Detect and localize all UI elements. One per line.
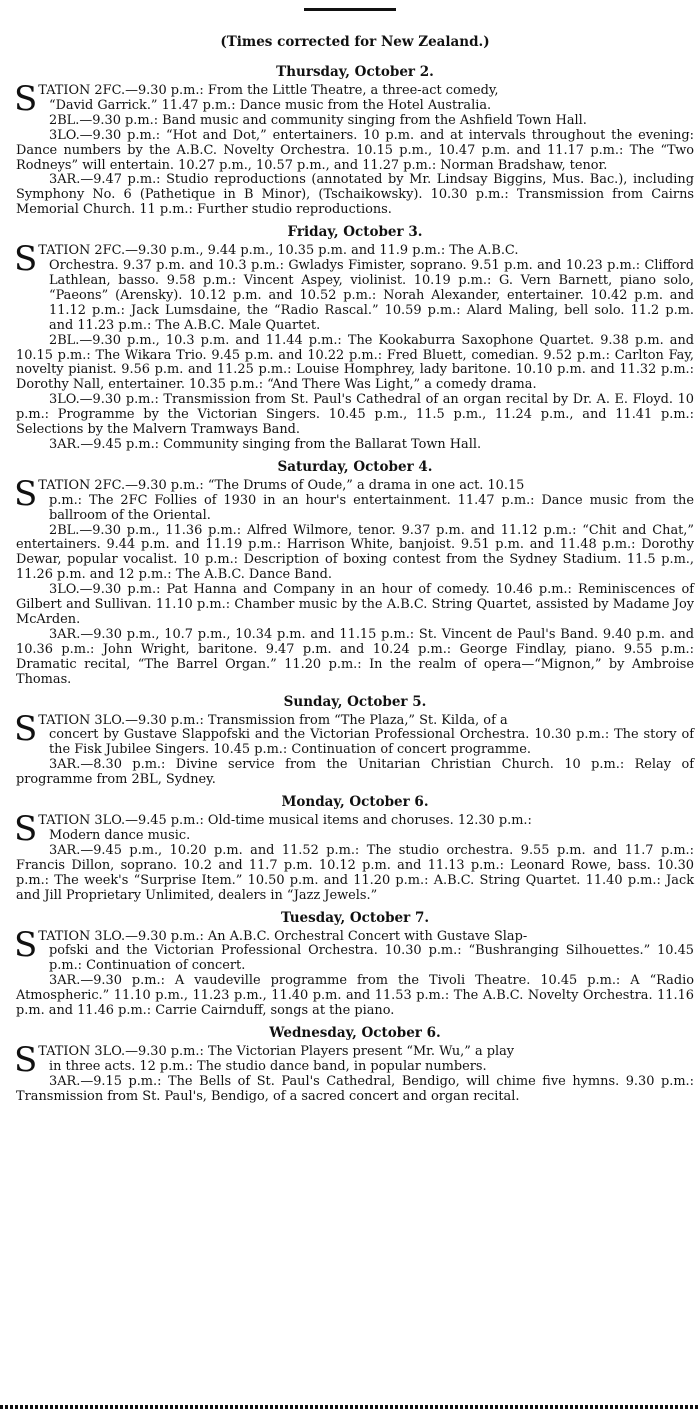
day-section-wednesday bbox=[16, 1024, 694, 1105]
drop-cap: S bbox=[14, 79, 38, 119]
station-paragraph: 3AR.—8.30 p.m.: Divine service from the Unitarian Christian Church. 10 p.m.: Relay of programme from 2BL, Sydney. bbox=[16, 757, 694, 788]
station-paragraph: 3LO.—9.30 p.m.: “Hot and Dot,” entertainers. 10 p.m. and at intervals throughout the evening: Dance numbers by the A.B.C. Novelty Orchestra. 10.15 p.m., 10.47 p.m. and 11.17 p.m.: The “Two Rodneys” will entertain. 10.27 p.m., 10.57 p.m., and 11.27 p.m.: Norman Bradshaw, tenor. bbox=[16, 127, 694, 173]
drop-cap: S bbox=[14, 924, 38, 965]
day-heading: Wednesday, October 6. bbox=[269, 1024, 441, 1041]
lead-paragraph bbox=[14, 1039, 694, 1080]
day-heading: Friday, October 3. bbox=[287, 224, 423, 241]
column-header: (Times corrected for New Zealand.) bbox=[220, 34, 490, 50]
day-section-thursday bbox=[16, 63, 694, 218]
station-paragraph: 3LO.—9.30 p.m.: Transmission from St. Paul's Cathedral of an organ recital by Dr. A. E. Floyd. 10 p.m.: Programme by the Victorian Singers. 10.45 p.m., 11.5 p.m., 11.24 p.m., and 11.41 p.m.: Selections by the Malvern Tramways Band. bbox=[16, 392, 694, 438]
drop-cap: S bbox=[14, 239, 38, 280]
bottom-rule bbox=[0, 1405, 700, 1409]
day-section-tuesday bbox=[16, 909, 694, 1019]
lead-paragraph bbox=[14, 473, 694, 524]
day-heading: Thursday, October 2. bbox=[276, 64, 434, 80]
drop-cap: S bbox=[14, 473, 38, 514]
lead-rest: “David Garrick.” 11.47 p.m.: Dance music from the Hotel Australia. bbox=[49, 97, 492, 113]
day-heading: Saturday, October 4. bbox=[277, 458, 433, 475]
lead-paragraph bbox=[14, 708, 694, 759]
lead-paragraph bbox=[14, 239, 694, 333]
day-heading: Sunday, October 5. bbox=[283, 693, 427, 710]
station-paragraph: 3AR.—9.15 p.m.: The Bells of St. Paul's Cathedral, Bendigo, will chime five hymns. 9.30 p.m.: Transmission from St. Paul's, Bendigo, of a sacred concert and organ recital. bbox=[16, 1073, 694, 1104]
lead-first-line: TATION 3LO.—9.30 p.m.: Transmission from “The Plaza,” St. Kilda, of a bbox=[38, 712, 508, 728]
lead-first-line: TATION 3LO.—9.30 p.m.: An A.B.C. Orchestral Concert with Gustave Slap- bbox=[38, 928, 528, 944]
day-section-monday bbox=[16, 793, 694, 903]
station-paragraph: 2BL.—9.30 p.m., 11.36 p.m.: Alfred Wilmore, tenor. 9.37 p.m. and 11.12 p.m.: “Chit and Chat,” entertainers. 9.44 p.m. and 11.19 p.m.: Harrison White, banjoist. 9.51 p.m. and 11.48 p.m.: Dorothy Dewar, popular vocalist. 10 p.m.: Description of boxing contest from the Sydney Stadium. 11.5 p.m., 11.26 p.m. and 12 p.m.: The A.B.C. Dance Band. bbox=[16, 522, 694, 583]
lead-first-line: TATION 2FC.—9.30 p.m., 9.44 p.m., 10.35 p.m. and 11.9 p.m.: The A.B.C. bbox=[38, 243, 519, 259]
station-paragraph: 3AR.—9.47 p.m.: Studio reproductions (annotated by Mr. Lindsay Biggins, Mus. Bac.), including Symphony No. 6 (Pathetique in B Minor), (Tschaikowsky). 10.30 p.m.: Transmission from Cairns Memorial Church. 11 p.m.: Further studio reproductions. bbox=[16, 172, 694, 218]
lead-rest: in three acts. 12 p.m.: The studio dance band, in popular numbers. bbox=[49, 1058, 487, 1074]
station-paragraph: 2BL.—9.30 p.m., 10.3 p.m. and 11.44 p.m.: The Kookaburra Saxophone Quartet. 9.38 p.m. and 10.15 p.m.: The Wikara Trio. 9.45 p.m. and 10.22 p.m.: Fred Bluett, comedian. 9.52 p.m.: Carlton Fay, novelty pianist. 9.56 p.m. and 11.25 p.m.: Louise Homphrey, lady baritone. 10.10 p.m. and 11.32 p.m.: Dorothy Nall, entertainer. 10.35 p.m.: “And There Was Light,” a comedy drama. bbox=[16, 332, 694, 393]
lead-rest: pofski and the Victorian Professional Orchestra. 10.30 p.m.: “Bushranging Silhouettes.” 10.45 p.m.: Continuation of concert. bbox=[49, 943, 694, 974]
station-paragraph: 3AR.—9.45 p.m., 10.20 p.m. and 11.52 p.m.: The studio orchestra. 9.55 p.m. and 11.7 p.m.: Francis Dillon, soprano. 10.2 and 11.7 p.m. 10.12 p.m. and 11.13 p.m.: Leonard Rowe, bass. 10.30 p.m.: The week's “Surprise Item.” 10.50 p.m. and 11.20 p.m.: A.B.C. String Quartet. 11.40 p.m.: Jack and Jill Proprietary Unlimited, dealers in “Jazz Jewels.” bbox=[16, 842, 694, 903]
lead-first-line: TATION 3LO.—9.45 p.m.: Old-time musical items and choruses. 12.30 p.m.: bbox=[38, 813, 532, 829]
day-heading: Monday, October 6. bbox=[281, 794, 429, 811]
lead-rest: concert by Gustave Slappofski and the Victorian Professional Orchestra. 10.30 p.m.: The story of the Fisk Jubilee Singers. 10.45 p.m.: Continuation of concert programme. bbox=[49, 727, 694, 758]
lead-first-line: TATION 2FC.—9.30 p.m.: “The Drums of Oude,” a drama in one act. 10.15 bbox=[38, 477, 525, 493]
day-section-sunday bbox=[16, 693, 694, 789]
lead-rest: p.m.: The 2FC Follies of 1930 in an hour's entertainment. 11.47 p.m.: Dance music from the ballroom of the Oriental. bbox=[49, 492, 694, 523]
lead-rest: Orchestra. 9.37 p.m. and 10.3 p.m.: Gwladys Fimister, soprano. 9.51 p.m. and 10.23 p.m.: Clifford Lathlean, basso. 9.58 p.m.: Vincent Aspey, violinist. 10.19 p.m.: G. Vern Barnett, piano solo, “Paeons” (Arensky). 10.12 p.m. and 10.52 p.m.: Norah Alexander, entertainer. 10.42 p.m. and 11.12 p.m.: Jack Lumsdaine, the “Radio Rascal.” 10.59 p.m.: Alard Maling, bell solo. 11.2 p.m. and 11.23 p.m.: The A.B.C. Male Quartet. bbox=[49, 258, 694, 333]
station-paragraph: 3AR.—9.45 p.m.: Community singing from the Ballarat Town Hall. bbox=[49, 436, 482, 452]
lead-first-line: TATION 3LO.—9.30 p.m.: The Victorian Players present “Mr. Wu,” a play bbox=[38, 1043, 515, 1059]
station-paragraph: 3AR.—9.30 p.m., 10.7 p.m., 10.34 p.m. and 11.15 p.m.: St. Vincent de Paul's Band. 9.40 p.m. and 10.36 p.m.: John Wright, baritone. 9.47 p.m. and 10.24 p.m.: George Findlay, piano. 9.55 p.m.: Dramatic recital, “The Barrel Organ.” 11.20 p.m.: In the realm of opera—“Mignon,” by Ambroise Thomas. bbox=[16, 626, 694, 687]
day-section-saturday bbox=[16, 458, 694, 688]
lead-paragraph bbox=[14, 79, 694, 119]
station-paragraph: 2BL.—9.30 p.m.: Band music and community singing from the Ashfield Town Hall. bbox=[49, 112, 587, 128]
lead-rest: Modern dance music. bbox=[49, 827, 191, 843]
radio-programme-column bbox=[16, 33, 694, 1110]
lead-paragraph bbox=[14, 809, 694, 850]
top-rule bbox=[304, 8, 396, 11]
lead-paragraph bbox=[14, 924, 694, 975]
day-heading: Tuesday, October 7. bbox=[280, 909, 430, 926]
drop-cap: S bbox=[14, 708, 38, 749]
drop-cap: S bbox=[14, 809, 38, 850]
lead-first-line: TATION 2FC.—9.30 p.m.: From the Little Theatre, a three-act comedy, bbox=[38, 83, 499, 98]
station-paragraph: 3LO.—9.30 p.m.: Pat Hanna and Company in an hour of comedy. 10.46 p.m.: Reminiscences of Gilbert and Sullivan. 11.10 p.m.: Chamber music by the A.B.C. String Quartet, assisted by Madame Joy McArden. bbox=[16, 582, 694, 627]
drop-cap: S bbox=[14, 1039, 38, 1080]
day-section-friday bbox=[16, 223, 694, 453]
station-paragraph: 3AR.—9.30 p.m.: A vaudeville programme from the Tivoli Theatre. 10.45 p.m.: A “Radio Atmospheric.” 11.10 p.m., 11.23 p.m., 11.40 p.m. and 11.53 p.m.: The A.B.C. Novelty Orchestra. 11.16 p.m. and 11.46 p.m.: Carrie Cairnduff, songs at the piano. bbox=[16, 973, 694, 1019]
